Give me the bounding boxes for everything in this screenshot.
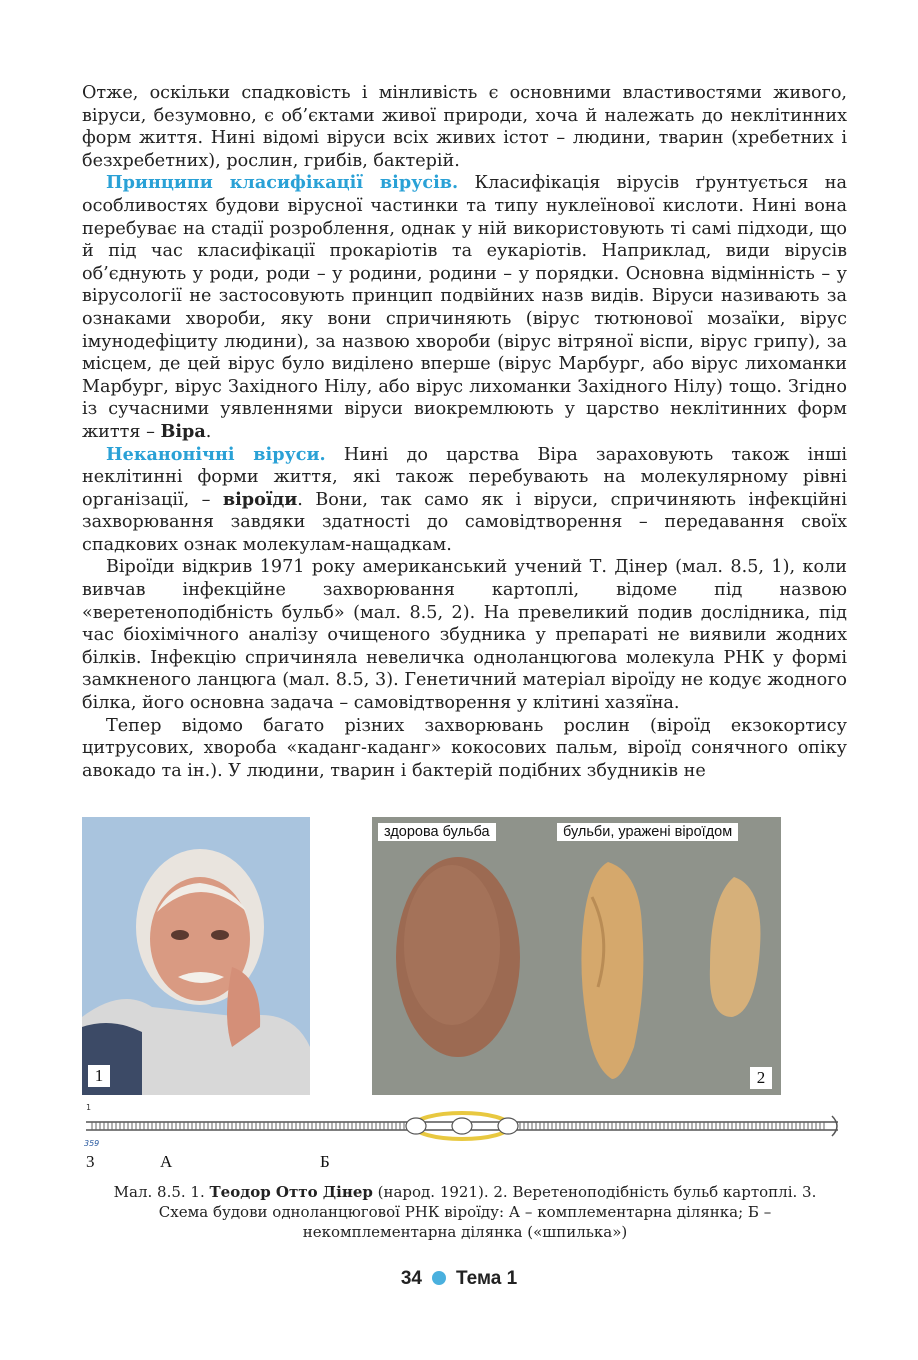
bullet-dot-icon	[432, 1271, 446, 1285]
figure-number-2: 2	[750, 1067, 772, 1089]
label-a: А	[160, 1152, 173, 1171]
paragraph-1	[82, 82, 847, 172]
potato-photo	[372, 817, 781, 1095]
rna-diagram	[82, 1102, 842, 1150]
topic-label: Тема 1	[455, 1268, 518, 1289]
figure-caption	[100, 1182, 830, 1242]
potato-illustration	[372, 817, 781, 1095]
paragraph-2	[82, 172, 847, 443]
label-b: Б	[320, 1152, 330, 1171]
paragraph-2-text: Класифікація вірусів ґрунтується на особливостях будови вірусної частинки та типу нуклеїнової кислоти. Нині вона перебуває на стадії розроблення, однак у ній використовують ті самі підходи, що й під час класифікації прокаріотів та еукаріотів. Наприклад, види вірусів об’єднують у роди, роди – у родини, родини – у порядки. Основна відмінність – у вірусології не застосовують принцип подвійних назв видів. Віруси називають за ознаками хвороби, яку вони спричиняють (вірус тютюнової мозаїки, вірус імунодефіциту людини), за назвою хвороби (вірус вітряної віспи, вірус грипу), за місцем, де цей вірус було виділено вперше (вірус Марбург, або вірус лихоманки Марбург, вірус Західного Нілу, або вірус лихоманки Західного Нілу) тощо. Згідно із сучасними уявленнями віруси виокремлюють у царство неклітинних форм життя –	[82, 173, 847, 442]
page-number: 34	[400, 1268, 422, 1289]
paragraph-1-text: Отже, оскільки спадковість і мінливість є основними властивостями живого, віруси, безумовно, є об’єктами живої природи, хоча й належать до неклітинних форм життя. Нині відомі віруси всіх живих істот – людини, тварин (хребетних і безхребетних), рослин, грибів, бактерій.	[82, 83, 847, 171]
label-3: 3	[86, 1152, 95, 1171]
paragraph-2-end: .	[205, 421, 212, 442]
label-healthy-tuber: здорова бульба	[378, 823, 496, 841]
paragraph-5	[82, 715, 847, 783]
section-heading-classification: Принципи класифікації вірусів.	[106, 172, 459, 194]
paragraph-4	[82, 556, 847, 714]
term-viroids: віроїди	[222, 488, 298, 510]
page-footer	[0, 1268, 918, 1290]
rna-end-label: 359	[84, 1139, 100, 1148]
paragraph-3	[82, 444, 847, 557]
caption-rest: (народ. 1921). 2. Веретеноподібність бульб картоплі. 3. Схема будови одноланцюгової РНК віроїду: А – комплементарна ділянка; Б – некомплементарна ділянка («шпилька»)	[158, 1183, 817, 1241]
term-vira: Віра	[160, 420, 206, 442]
label-infected-tubers: бульби, уражені віроїдом	[557, 823, 738, 841]
paragraph-3-text: Нині до царства Віра зараховують також інші неклітинні форми життя, які також перебувають на молекулярному рівні організації, –	[82, 444, 847, 510]
rna-scheme	[82, 1102, 842, 1150]
caption-prefix: Мал. 8.5. 1.	[113, 1183, 210, 1201]
figure-number-1: 1	[88, 1065, 110, 1087]
portrait-photo	[82, 817, 310, 1095]
rna-start-label: 1	[86, 1103, 92, 1112]
paragraph-4-text: Віроїди відкрив 1971 року американський учений Т. Дінер (мал. 8.5, 1), коли вивчав інфекційне захворювання картоплі, відоме під назвою «веретеноподібність бульб» (мал. 8.5, 2). На превеликий подив дослідника, під час біохімічного аналізу очищеного збудника у препараті не виявили жодних білків. Інфекцію спричиняла невеличка одноланцюгова молекула РНК у формі замкненого ланцюга (мал. 8.5, 3). Генетичний матеріал віроїду не кодує жодного білка, його основна задача – самовідтворення у клітині хазяїна.	[82, 557, 847, 714]
paragraph-5-text: Тепер відомо багато різних захворювань рослин (віроїд екзокортису цитрусових, хвороба «каданг-каданг» кокосових пальм, віроїд сонячного опіку авокадо та ін.). У людини, тварин і бактерій подібних збудників не	[82, 715, 847, 781]
portrait-illustration	[82, 817, 310, 1095]
paragraph-3-text2: . Вони, так само як і віруси, спричиняють інфекційні захворювання завдяки здатності до самовідтворення – передавання своїх спадкових ознак молекулам-нащадкам.	[82, 489, 847, 555]
caption-name: Теодор Отто Дінер	[209, 1183, 373, 1201]
body-text	[82, 82, 847, 782]
section-heading-noncanonical: Неканонічні віруси.	[106, 443, 326, 465]
